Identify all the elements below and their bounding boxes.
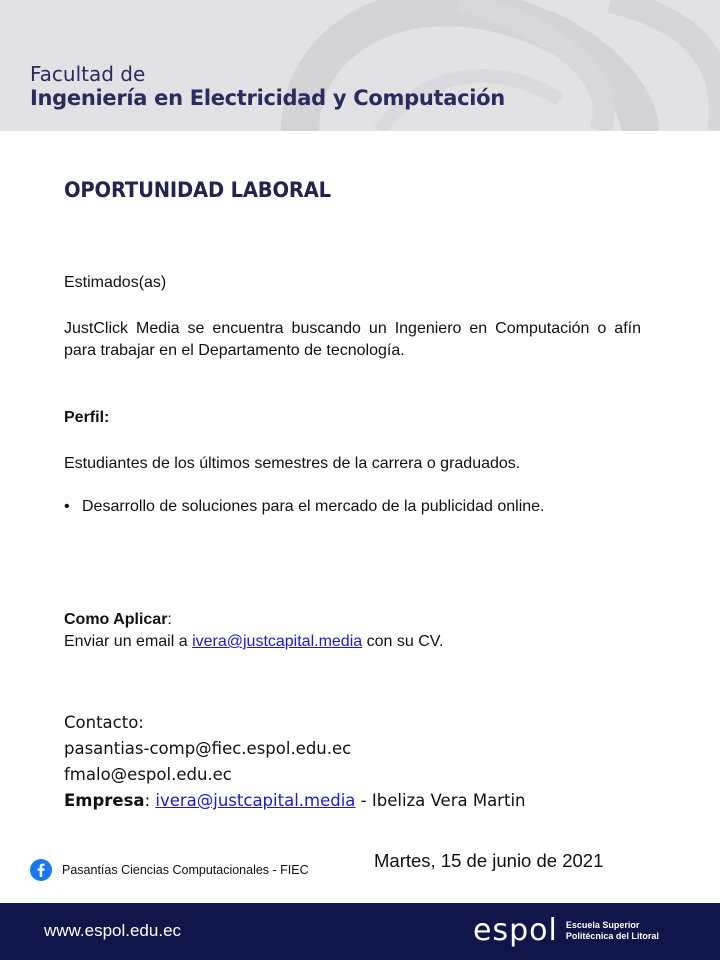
publication-date: Martes, 15 de junio de 2021 — [374, 850, 604, 871]
faculty-name — [30, 62, 505, 111]
perfil-bullet — [64, 496, 545, 518]
bullet-marker: • — [64, 498, 70, 515]
logo-tagline-1: Escuela Superior — [565, 920, 640, 930]
contact-section — [64, 710, 525, 814]
greeting: Estimados(as) — [64, 274, 167, 291]
website-link[interactable]: www.espol.edu.ec — [44, 921, 182, 940]
contact-email-1: pasantias-comp@fiec.espol.edu.ec — [64, 739, 352, 758]
facebook-icon — [30, 859, 52, 881]
apply-suffix: con su CV. — [362, 633, 444, 650]
company-email-link[interactable]: ivera@justcapital.media — [155, 791, 356, 810]
apply-section — [64, 609, 443, 653]
company-person: - Ibeliza Vera Martin — [355, 791, 526, 810]
contact-email-2: fmalo@espol.edu.ec — [64, 765, 232, 784]
apply-instruction — [64, 631, 443, 653]
contact-company-line — [64, 788, 525, 814]
page-title: OPORTUNIDAD LABORAL — [64, 178, 331, 202]
intro-paragraph: JustClick Media se encuentra buscando un Ingeniero en Computación o afín para trabajar en el Departamento de tecnología. — [64, 320, 641, 359]
company-label: Empresa — [64, 791, 145, 810]
perfil-heading: Perfil: — [64, 409, 110, 426]
apply-prefix: Enviar un email a — [64, 633, 193, 650]
logo-wordmark: espol — [473, 913, 558, 948]
logo-tagline — [566, 920, 659, 942]
header-banner — [0, 0, 720, 131]
company-colon: : — [144, 791, 156, 810]
apply-heading: Como Aplicar — [64, 611, 168, 628]
faculty-line2: Ingeniería en Electricidad y Computación — [30, 86, 505, 110]
apply-colon: : — [167, 611, 172, 628]
facebook-page-name: Pasantías Ciencias Computacionales - FIEC — [62, 863, 309, 877]
espol-logo — [473, 911, 659, 951]
faculty-line1: Facultad de — [30, 62, 146, 86]
apply-email-link[interactable]: ivera@justcapital.media — [192, 633, 363, 650]
logo-tagline-2: Politécnica del Litoral — [565, 931, 659, 941]
bullet-text: Desarrollo de soluciones para el mercado de la publicidad online. — [82, 498, 545, 515]
apply-heading-line — [64, 609, 443, 631]
contact-heading: Contacto: — [64, 713, 144, 732]
facebook-row[interactable] — [30, 858, 309, 882]
footer — [0, 903, 720, 960]
perfil-text: Estudiantes de los últimos semestres de la carrera o graduados. — [64, 455, 521, 472]
